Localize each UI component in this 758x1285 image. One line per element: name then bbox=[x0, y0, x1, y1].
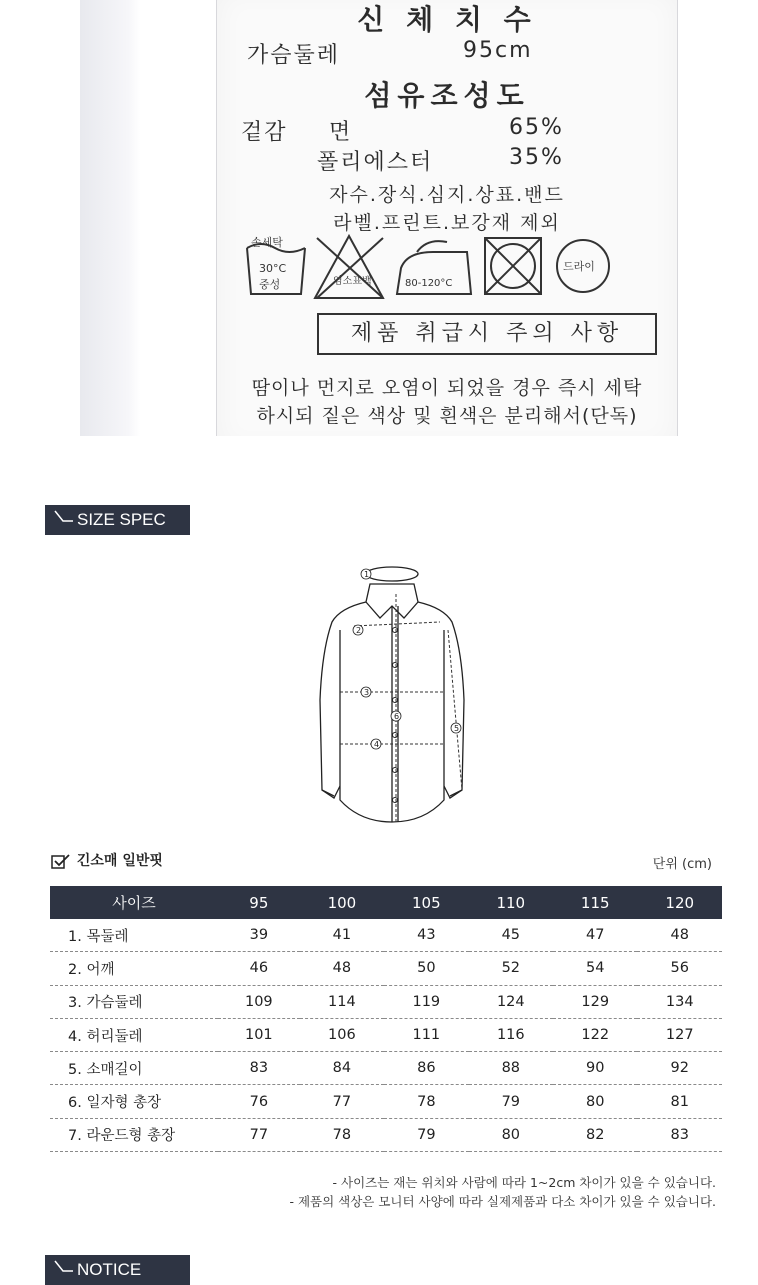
table-cell: 84 bbox=[300, 1052, 384, 1085]
table-cell: 47 bbox=[553, 919, 637, 952]
label-chest-label: 가슴둘레 bbox=[247, 43, 341, 68]
table-cell: 39 bbox=[218, 919, 300, 952]
label-cotton: 면 bbox=[329, 120, 353, 145]
svg-text:5: 5 bbox=[454, 724, 460, 733]
table-row bbox=[50, 1118, 722, 1151]
table-header-cell: 105 bbox=[384, 886, 468, 919]
table-row bbox=[50, 985, 722, 1018]
svg-text:중성: 중성 bbox=[259, 278, 281, 291]
svg-text:4: 4 bbox=[374, 740, 380, 749]
table-title bbox=[50, 850, 163, 870]
table-row bbox=[50, 952, 722, 985]
table-cell: 76 bbox=[218, 1085, 300, 1118]
table-row bbox=[50, 1018, 722, 1051]
table-cell: 79 bbox=[469, 1085, 553, 1118]
notice-label: NOTICE bbox=[77, 1260, 142, 1279]
table-cell: 114 bbox=[300, 985, 384, 1018]
label-outer: 겉감 bbox=[241, 120, 288, 145]
svg-text:손세탁: 손세탁 bbox=[251, 236, 283, 249]
care-text-2: 하시되 짙은 색상 및 흰색은 분리해서(단독) bbox=[256, 405, 638, 427]
table-row-label: 6. 일자형 총장 bbox=[50, 1085, 218, 1118]
table-header-cell: 110 bbox=[469, 886, 553, 919]
iron-icon bbox=[397, 241, 471, 294]
table-cell: 50 bbox=[384, 952, 468, 985]
table-cell: 48 bbox=[300, 952, 384, 985]
no-bleach-icon bbox=[315, 236, 383, 298]
table-cell: 56 bbox=[637, 952, 722, 985]
table-cell: 79 bbox=[384, 1118, 468, 1151]
table-header-cell: 100 bbox=[300, 886, 384, 919]
notice-tag bbox=[45, 1255, 190, 1285]
table-cell: 78 bbox=[384, 1085, 468, 1118]
table-cell: 82 bbox=[553, 1118, 637, 1151]
svg-text:6: 6 bbox=[394, 712, 400, 721]
table-cell: 54 bbox=[553, 952, 637, 985]
table-cell: 106 bbox=[300, 1018, 384, 1051]
table-cell: 52 bbox=[469, 952, 553, 985]
table-row bbox=[50, 1052, 722, 1085]
svg-text:1: 1 bbox=[364, 570, 370, 579]
table-cell: 41 bbox=[300, 919, 384, 952]
table-cell: 119 bbox=[384, 985, 468, 1018]
table-header-cell: 95 bbox=[218, 886, 300, 919]
table-cell: 80 bbox=[553, 1085, 637, 1118]
table-cell: 124 bbox=[469, 985, 553, 1018]
care-text-1: 땀이나 먼지로 오염이 되었을 경우 즉시 세탁 bbox=[251, 377, 643, 399]
table-cell: 83 bbox=[218, 1052, 300, 1085]
label-heading-size: 신 체 치 수 bbox=[357, 3, 537, 36]
size-notes bbox=[289, 1173, 716, 1211]
table-row-label: 3. 가슴둘레 bbox=[50, 985, 218, 1018]
table-cell: 116 bbox=[469, 1018, 553, 1051]
table-cell: 134 bbox=[637, 985, 722, 1018]
svg-text:30°C: 30°C bbox=[259, 262, 287, 275]
table-header-cell: 사이즈 bbox=[50, 886, 218, 919]
size-note-1: - 사이즈는 재는 위치와 사람에 따라 1~2cm 차이가 있을 수 있습니다. bbox=[332, 1175, 716, 1190]
table-row bbox=[50, 919, 722, 952]
table-cell: 88 bbox=[469, 1052, 553, 1085]
care-symbols bbox=[237, 228, 657, 304]
corner-arrow-icon bbox=[51, 505, 77, 535]
table-cell: 129 bbox=[553, 985, 637, 1018]
svg-text:3: 3 bbox=[364, 688, 370, 697]
table-cell: 111 bbox=[384, 1018, 468, 1051]
svg-text:80-120°C: 80-120°C bbox=[405, 278, 453, 289]
table-row-label: 1. 목둘레 bbox=[50, 919, 218, 952]
table-cell: 92 bbox=[637, 1052, 722, 1085]
table-row-label: 7. 라운드형 총장 bbox=[50, 1118, 218, 1151]
table-title-text: 긴소매 일반핏 bbox=[76, 853, 163, 869]
table-row-label: 5. 소매길이 bbox=[50, 1052, 218, 1085]
label-chest-value: 95cm bbox=[463, 38, 533, 63]
corner-arrow-icon bbox=[51, 1255, 77, 1285]
table-row bbox=[50, 1085, 722, 1118]
table-cell: 48 bbox=[637, 919, 722, 952]
care-title-box: 제품 취급시 주의 사항 bbox=[317, 313, 657, 355]
care-label-photo bbox=[80, 0, 680, 436]
size-spec-table bbox=[50, 886, 722, 1152]
table-cell: 127 bbox=[637, 1018, 722, 1051]
label-heading-fiber: 섬유조성도 bbox=[364, 79, 530, 112]
svg-text:염소표백: 염소표백 bbox=[333, 276, 372, 287]
label-exclusion-2: 라벨.프린트.보강재 제외 bbox=[333, 212, 561, 234]
table-cell: 86 bbox=[384, 1052, 468, 1085]
table-cell: 45 bbox=[469, 919, 553, 952]
label-cotton-pct: 65% bbox=[509, 115, 564, 140]
checkbox-check-icon bbox=[50, 853, 72, 869]
table-cell: 122 bbox=[553, 1018, 637, 1051]
unit-label: 단위 (cm) bbox=[652, 857, 712, 872]
no-tumble-dry-icon bbox=[485, 238, 541, 294]
table-header-cell: 115 bbox=[553, 886, 637, 919]
shirt-measurement-diagram bbox=[300, 560, 480, 830]
table-cell: 46 bbox=[218, 952, 300, 985]
care-label-tag bbox=[216, 0, 678, 436]
svg-text:2: 2 bbox=[356, 626, 362, 635]
table-cell: 80 bbox=[469, 1118, 553, 1151]
svg-text:드라이: 드라이 bbox=[563, 260, 595, 273]
label-poly-pct: 35% bbox=[509, 145, 564, 170]
table-row-label: 4. 허리둘레 bbox=[50, 1018, 218, 1051]
label-poly: 폴리에스터 bbox=[317, 150, 434, 175]
table-cell: 78 bbox=[300, 1118, 384, 1151]
table-header-cell: 120 bbox=[637, 886, 722, 919]
dry-clean-icon bbox=[557, 240, 609, 292]
table-row-label: 2. 어깨 bbox=[50, 952, 218, 985]
table-cell: 90 bbox=[553, 1052, 637, 1085]
table-cell: 43 bbox=[384, 919, 468, 952]
size-spec-label: SIZE SPEC bbox=[77, 510, 166, 529]
table-cell: 81 bbox=[637, 1085, 722, 1118]
label-exclusion-1: 자수.장식.심지.상표.밴드 bbox=[329, 184, 565, 206]
table-cell: 83 bbox=[637, 1118, 722, 1151]
table-cell: 77 bbox=[218, 1118, 300, 1151]
table-cell: 77 bbox=[300, 1085, 384, 1118]
handwash-icon bbox=[247, 235, 305, 294]
table-cell: 109 bbox=[218, 985, 300, 1018]
size-spec-tag bbox=[45, 505, 190, 535]
size-note-2: - 제품의 색상은 모니터 사양에 따라 실제제품과 다소 차이가 있을 수 있습니다. bbox=[289, 1194, 716, 1209]
table-cell: 101 bbox=[218, 1018, 300, 1051]
table-header-row bbox=[50, 886, 722, 919]
